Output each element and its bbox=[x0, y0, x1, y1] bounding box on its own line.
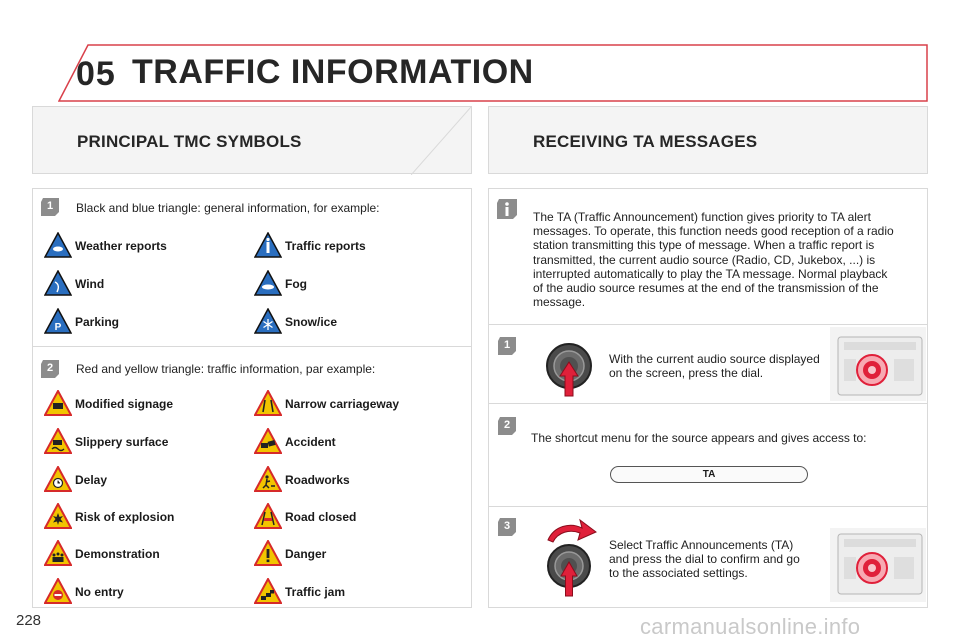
symbol-wind: Wind bbox=[44, 270, 244, 296]
symbol-danger: Danger bbox=[254, 540, 454, 566]
symbol-parking: P Parking bbox=[44, 308, 244, 334]
radio-unit-icon-2 bbox=[830, 528, 926, 602]
slippery-surface-icon bbox=[44, 428, 72, 454]
group-divider bbox=[32, 346, 472, 347]
chapter-number: 05 bbox=[76, 55, 116, 93]
symbol-delay: Delay bbox=[44, 466, 244, 492]
demonstration-icon bbox=[44, 540, 72, 566]
watermark: carmanualsonline.info bbox=[640, 614, 861, 639]
info-divider bbox=[488, 324, 928, 325]
wind-icon bbox=[44, 270, 72, 296]
step-badge-2: 2 bbox=[40, 359, 60, 379]
right-section-heading-box bbox=[488, 106, 928, 174]
symbol-traffic-jam: Traffic jam bbox=[254, 578, 454, 604]
symbol-demonstration: Demonstration bbox=[44, 540, 244, 566]
symbol-narrow-carriageway: Narrow carriageway bbox=[254, 390, 454, 416]
symbol-road-closed: Road closed bbox=[254, 503, 454, 529]
ta-info-text: The TA (Traffic Announcement) function gives priority to TA alert messages. To operate, this function needs good reception of a radio station transmitting this type of message. When a traffic report is transmitted, the current audio source (Radio, CD, Jukebox, ...) is interrupted automatically to play the TA message. Normal playback of the audio source resumes at the end of the transmission of the message. bbox=[533, 210, 894, 310]
road-closed-icon bbox=[254, 503, 282, 529]
parking-icon bbox=[44, 308, 72, 334]
symbol-modified-signage: Modified signage bbox=[44, 390, 244, 416]
step-badge-1: 1 bbox=[40, 197, 60, 217]
symbol-no-entry: No entry bbox=[44, 578, 244, 604]
explosion-risk-icon bbox=[44, 503, 72, 529]
traffic-jam-icon bbox=[254, 578, 282, 604]
weather-warning-icon bbox=[44, 232, 72, 258]
narrow-carriageway-icon bbox=[254, 390, 282, 416]
step1-text: With the current audio source displayed on the screen, press the dial. bbox=[609, 352, 820, 380]
step2-divider bbox=[488, 506, 928, 507]
danger-icon bbox=[254, 540, 282, 566]
right-section-heading: RECEIVING TA MESSAGES bbox=[533, 132, 758, 151]
symbol-traffic-reports: Traffic reports bbox=[254, 232, 454, 258]
step-badge-right-2: 2 bbox=[497, 416, 517, 436]
accident-icon bbox=[254, 428, 282, 454]
snow-ice-icon bbox=[254, 308, 282, 334]
symbol-slippery-surface: Slippery surface bbox=[44, 428, 244, 454]
svg-text:P: P bbox=[54, 322, 62, 333]
step3-text: Select Traffic Announcements (TA) and press the dial to confirm and go to the associated settings. bbox=[609, 538, 800, 580]
dial-press-icon bbox=[538, 338, 600, 400]
delay-icon bbox=[44, 466, 72, 492]
left-section-heading: PRINCIPAL TMC SYMBOLS bbox=[77, 132, 302, 151]
symbol-risk-of-explosion: Risk of explosion bbox=[44, 503, 244, 529]
no-entry-icon bbox=[44, 578, 72, 604]
fog-icon bbox=[254, 270, 282, 296]
step2-text: The shortcut menu for the source appears and gives access to: bbox=[531, 431, 867, 445]
traffic-info-icon bbox=[254, 232, 282, 258]
menu-item-ta[interactable]: TA bbox=[610, 466, 808, 483]
page-number: 228 bbox=[16, 612, 42, 629]
roadworks-icon bbox=[254, 466, 282, 492]
group1-intro: Black and blue triangle: general information, for example: bbox=[76, 201, 380, 215]
symbol-weather-reports: Weather reports bbox=[44, 232, 244, 258]
radio-unit-icon bbox=[830, 327, 926, 401]
dial-rotate-press-icon bbox=[536, 516, 602, 600]
step-badge-right-1: 1 bbox=[497, 336, 517, 356]
page-title: TRAFFIC INFORMATION bbox=[132, 53, 534, 91]
step1-divider bbox=[488, 403, 928, 404]
symbol-snow-ice: Snow/ice bbox=[254, 308, 454, 334]
symbol-roadworks: Roadworks bbox=[254, 466, 454, 492]
symbol-accident: Accident bbox=[254, 428, 454, 454]
step-badge-right-3: 3 bbox=[497, 517, 517, 537]
symbol-fog: Fog bbox=[254, 270, 454, 296]
modified-signage-icon bbox=[44, 390, 72, 416]
group2-intro: Red and yellow triangle: traffic information, par example: bbox=[76, 362, 376, 376]
info-icon bbox=[496, 198, 518, 220]
left-section-heading-box bbox=[32, 106, 472, 174]
